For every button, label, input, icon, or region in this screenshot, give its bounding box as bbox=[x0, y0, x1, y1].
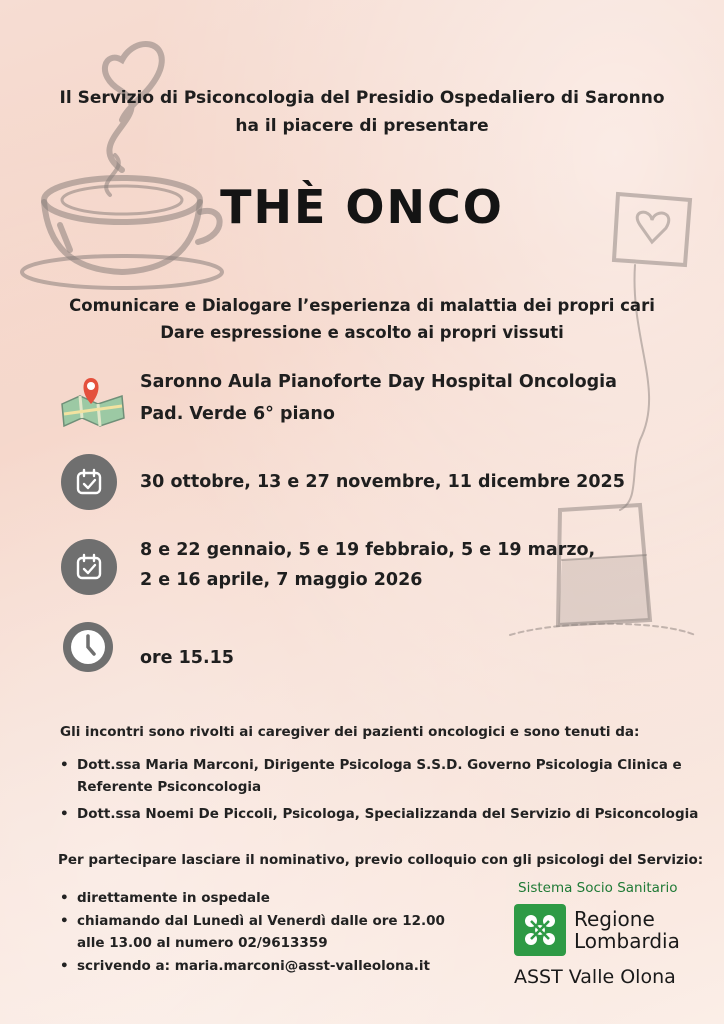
intro-line-1: Il Servizio di Psiconcologia del Presidio Ospedaliero di Saronno bbox=[59, 88, 665, 108]
subtitle-line-1: Comunicare e Dialogare l’esperienza di malattia dei propri cari bbox=[69, 296, 655, 315]
participation-intro: Per partecipare lasciare il nominativo, previo colloquio con gli psicologi del Servizio: bbox=[58, 852, 704, 868]
calendar-check-icon bbox=[61, 539, 117, 595]
map-pin-icon bbox=[58, 374, 128, 428]
clock-icon bbox=[63, 622, 113, 672]
list-item: • Dott.ssa Noemi De Piccoli, Psicologa, Specializzanda del Servizio di Psiconcologia bbox=[57, 803, 707, 825]
intro-line-2: ha il piacere di presentare bbox=[235, 116, 489, 136]
dates-2025: 30 ottobre, 13 e 27 novembre, 11 dicembre 2025 bbox=[140, 472, 625, 492]
dates-2026-line-2: 2 e 16 aprile, 7 maggio 2026 bbox=[140, 570, 423, 590]
subtitle-line-2: Dare espressione e ascolto ai propri vissuti bbox=[160, 323, 564, 342]
logo-name-line-2: Lombardia bbox=[574, 929, 680, 953]
location-line-2: Pad. Verde 6° piano bbox=[140, 404, 335, 424]
tea-bag-illustration bbox=[500, 180, 720, 650]
logo-name-line-1: Regione bbox=[574, 907, 655, 931]
list-item: • direttamente in ospedale bbox=[57, 887, 457, 909]
regione-lombardia-icon bbox=[514, 904, 566, 956]
list-item: • chiamando dal Lunedì al Venerdì dalle ore 12.00 alle 13.00 al numero 02/9613359 bbox=[57, 910, 457, 954]
email-link[interactable]: maria.marconi@asst-valleolona.it bbox=[174, 958, 430, 974]
time-text: ore 15.15 bbox=[140, 648, 234, 668]
coffee-cup-illustration bbox=[10, 20, 235, 290]
dates-2026-line-1: 8 e 22 gennaio, 5 e 19 febbraio, 5 e 19 marzo, bbox=[140, 540, 596, 560]
event-title: THÈ ONCO bbox=[220, 180, 504, 234]
logo-subtitle: Sistema Socio Sanitario bbox=[518, 880, 678, 896]
calendar-check-icon bbox=[61, 454, 117, 510]
logo-asst: ASST Valle Olona bbox=[514, 966, 676, 988]
list-item: • Dott.ssa Maria Marconi, Dirigente Psicologa S.S.D. Governo Psicologia Clinica e Referente Psiconcologia bbox=[57, 754, 707, 798]
participation-list bbox=[57, 887, 457, 977]
staff-list bbox=[57, 754, 707, 825]
staff-intro: Gli incontri sono rivolti ai caregiver dei pazienti oncologici e sono tenuti da: bbox=[60, 724, 640, 740]
list-item: • scrivendo a: maria.marconi@asst-valleolona.it bbox=[57, 955, 457, 977]
asst-logo bbox=[514, 880, 714, 988]
location-line-1: Saronno Aula Pianoforte Day Hospital Oncologia bbox=[140, 372, 617, 392]
